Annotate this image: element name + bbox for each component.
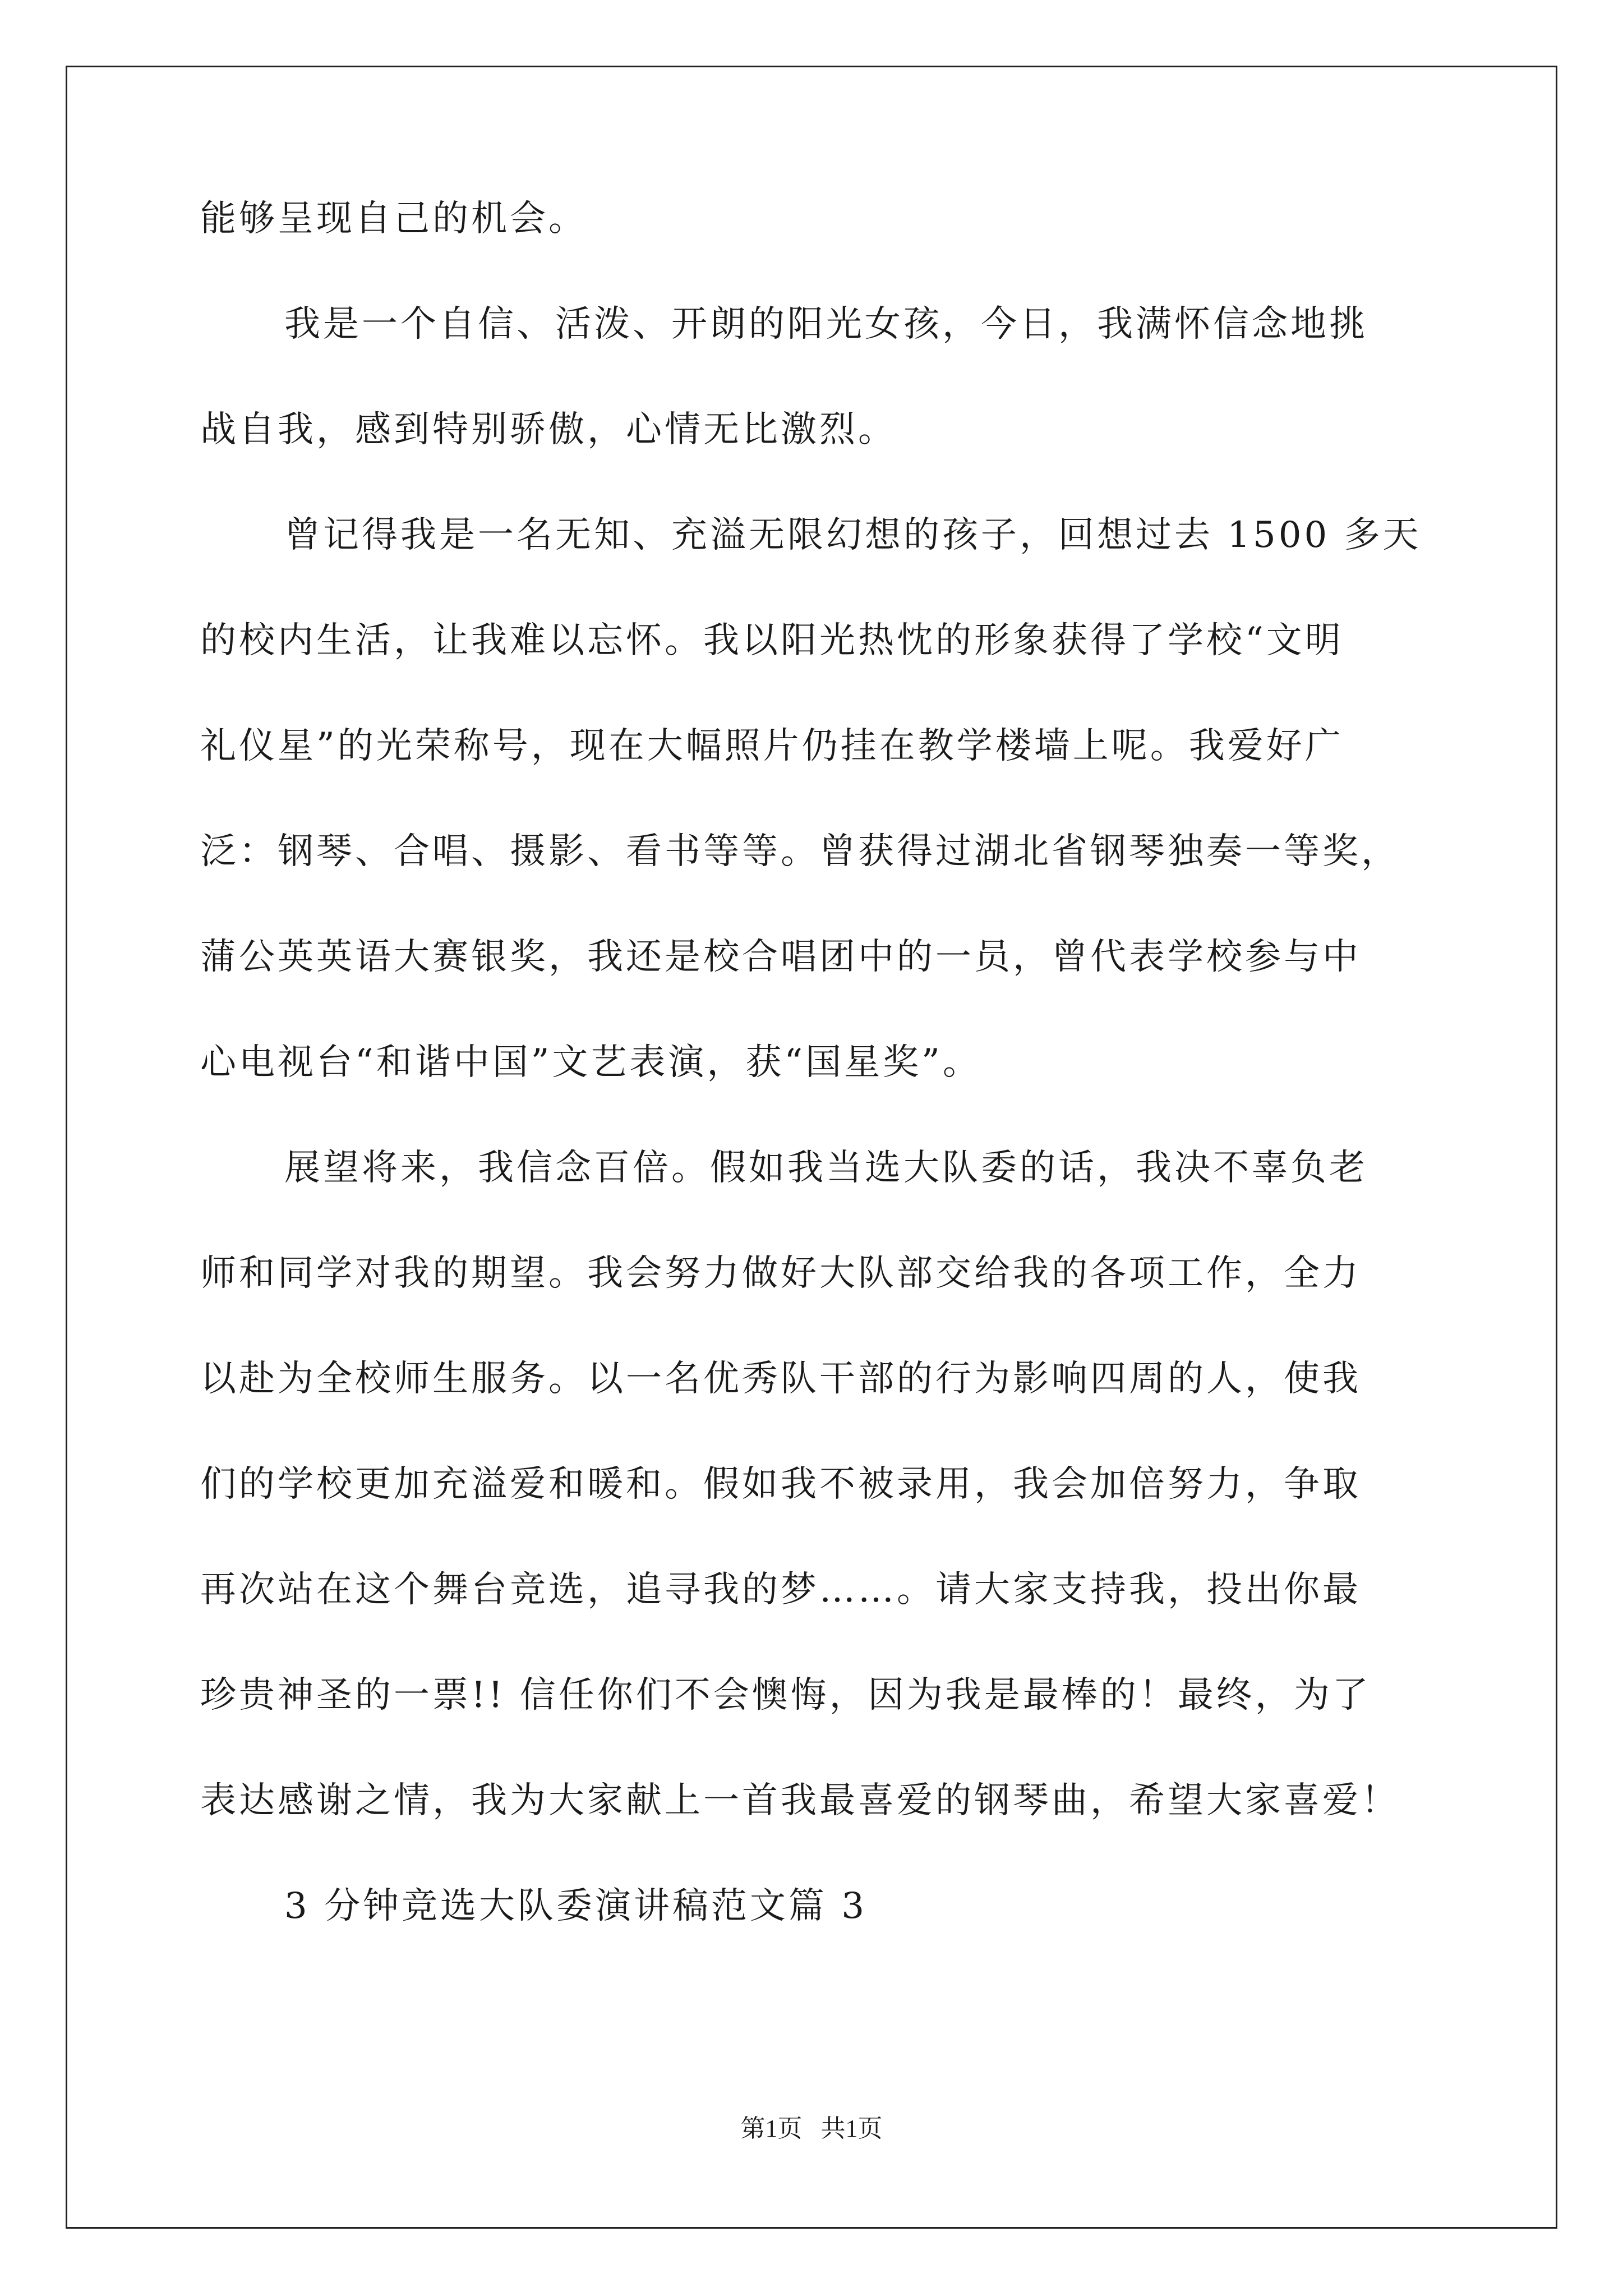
text-line: 蒲公英英语大赛银奖，我还是校合唱团中的一员，曾代表学校参与中 bbox=[200, 936, 1361, 978]
text-line: 珍贵神圣的一票!! 信任你们不会懊悔，因为我是最棒的！最终，为了 bbox=[200, 1674, 1371, 1716]
text-line: 泛：钢琴、合唱、摄影、看书等等。曾获得过湖北省钢琴独奏一等奖， bbox=[200, 831, 1400, 872]
text-line: 展望将来，我信念百倍。假如我当选大队委的话，我决不辜负老 bbox=[284, 1147, 1368, 1189]
text-line: 们的学校更加充溢爱和暖和。假如我不被录用，我会加倍努力，争取 bbox=[200, 1464, 1361, 1505]
text-line: 战自我，感到特别骄傲，心情无比激烈。 bbox=[200, 409, 897, 450]
text-line: 心电视台“和谐中国”文艺表演，获“国星奖”。 bbox=[200, 1042, 981, 1083]
section-heading: 3 分钟竞选大队委演讲稿范文篇 3 bbox=[284, 1885, 868, 1927]
text-line: 礼仪星”的光荣称号，现在大幅照片仍挂在教学楼墙上呢。我爱好广 bbox=[200, 725, 1344, 767]
text-line: 表达感谢之情，我为大家献上一首我最喜爱的钢琴曲，希望大家喜爱！ bbox=[200, 1780, 1400, 1821]
text-line: 以赴为全校师生服务。以一名优秀队干部的行为影响四周的人，使我 bbox=[200, 1358, 1361, 1400]
page-footer: 第1页 共1页 bbox=[740, 2115, 883, 2142]
text-line: 师和同学对我的期望。我会努力做好大队部交给我的各项工作，全力 bbox=[200, 1253, 1361, 1294]
text-line: 能够呈现自己的机会。 bbox=[200, 198, 587, 240]
text-line: 再次站在这个舞台竞选，追寻我的梦……。请大家支持我，投出你最 bbox=[200, 1569, 1361, 1611]
text-line: 我是一个自信、活泼、开朗的阳光女孩，今日，我满怀信念地挑 bbox=[284, 303, 1368, 345]
text-line: 的校内生活，让我难以忘怀。我以阳光热忱的形象获得了学校“文明 bbox=[200, 620, 1344, 661]
text-line: 曾记得我是一名无知、充溢无限幻想的孩子，回想过去 1500 多天 bbox=[284, 514, 1422, 556]
